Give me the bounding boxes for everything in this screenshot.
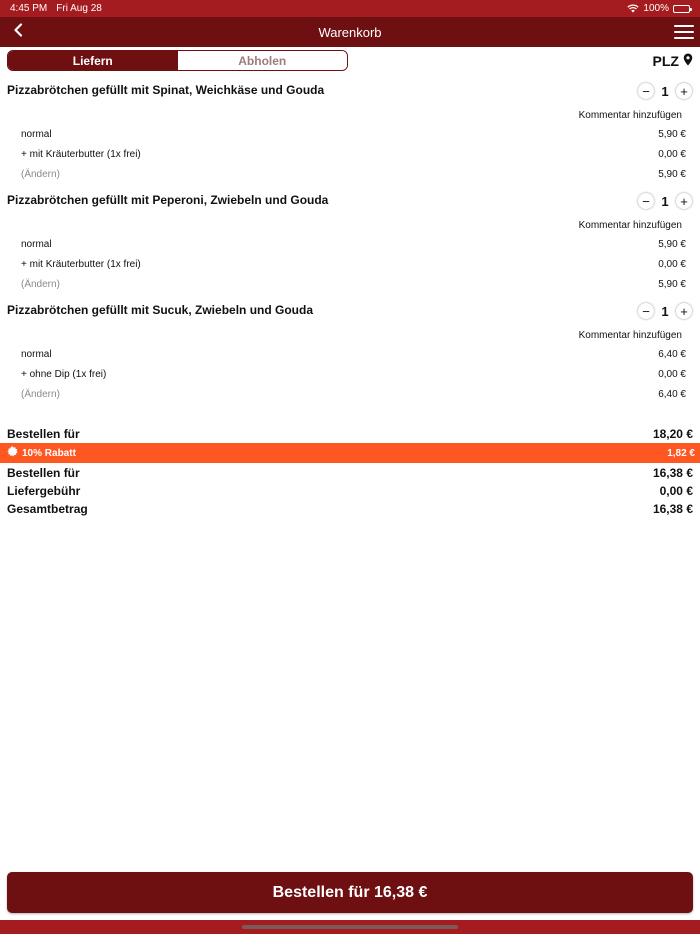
delivery-fee-label: Liefergebühr (7, 484, 81, 498)
subtotal-value: 18,20 € (652, 427, 693, 441)
quantity-stepper (638, 193, 692, 209)
item-line (21, 279, 686, 293)
minus-icon: − (642, 193, 650, 209)
item-line (21, 169, 686, 183)
line-price: 0,00 € (658, 369, 686, 380)
cart-item (0, 193, 700, 303)
item-title: Pizzabrötchen gefüllt mit Spinat, Weichkäse und Gouda (7, 83, 325, 97)
line-label: + mit Kräuterbutter (1x frei) (21, 149, 141, 160)
minus-icon: − (642, 83, 650, 99)
quantity-value: 1 (661, 303, 669, 319)
add-comment-button[interactable]: Kommentar hinzufügen (578, 110, 682, 121)
delivery-mode-toggle (7, 50, 348, 71)
add-comment-button[interactable]: Kommentar hinzufügen (578, 220, 682, 231)
delivery-fee-row (7, 484, 693, 498)
status-time: 4:45 PM (10, 3, 48, 14)
quantity-stepper (638, 303, 692, 319)
plz-button[interactable] (653, 53, 693, 69)
item-title: Pizzabrötchen gefüllt mit Peperoni, Zwiebeln und Gouda (7, 193, 329, 207)
subtotal-row (7, 427, 693, 441)
increase-button[interactable] (676, 303, 692, 319)
quantity-value: 1 (661, 83, 669, 99)
delivery-fee-value: 0,00 € (659, 484, 693, 498)
decrease-button[interactable] (638, 303, 654, 319)
increase-button[interactable] (676, 83, 692, 99)
discount-value: 1,82 € (667, 447, 695, 459)
decrease-button[interactable] (638, 83, 654, 99)
decrease-button[interactable] (638, 193, 654, 209)
discount-row (0, 443, 700, 463)
status-date: Fri Aug 28 (56, 3, 102, 14)
tab-deliver[interactable]: Liefern (8, 51, 178, 70)
order-button[interactable]: Bestellen für 16,38 € (7, 872, 693, 913)
badge-icon (7, 446, 18, 460)
wifi-icon (627, 4, 639, 13)
after-discount-label: Bestellen für (7, 466, 80, 480)
total-label: Gesamtbetrag (7, 502, 88, 516)
status-bar (0, 0, 700, 17)
item-line (21, 389, 686, 403)
minus-icon: − (642, 303, 650, 319)
line-price: 0,00 € (658, 259, 686, 270)
mode-row (7, 50, 693, 71)
add-comment-button[interactable]: Kommentar hinzufügen (578, 330, 682, 341)
line-label: + ohne Dip (1x frei) (21, 369, 107, 380)
tab-pickup[interactable]: Abholen (178, 51, 348, 70)
item-line (21, 259, 686, 273)
line-price: 5,90 € (658, 279, 686, 290)
line-label: + mit Kräuterbutter (1x frei) (21, 259, 141, 270)
item-title: Pizzabrötchen gefüllt mit Sucuk, Zwiebeln und Gouda (7, 303, 314, 317)
quantity-value: 1 (661, 193, 669, 209)
battery-icon (673, 5, 690, 13)
line-price: 0,00 € (658, 149, 686, 160)
battery-percent: 100% (643, 3, 669, 14)
cart-item (0, 303, 700, 413)
line-price: 5,90 € (658, 239, 686, 250)
after-discount-value: 16,38 € (652, 466, 693, 480)
after-discount-row (7, 466, 693, 480)
line-label: normal (21, 239, 52, 250)
line-label: normal (21, 129, 52, 140)
nav-bar (0, 17, 700, 47)
plz-label: PLZ (652, 52, 679, 69)
discount-left (7, 446, 76, 460)
plus-icon: + (680, 303, 688, 319)
item-line (21, 369, 686, 383)
total-row (7, 502, 693, 516)
location-pin-icon (683, 53, 693, 69)
status-right (627, 3, 690, 14)
cart-item (0, 83, 700, 193)
page-title: Warenkorb (318, 24, 382, 40)
item-line (21, 349, 686, 363)
line-price: 5,90 € (658, 129, 686, 140)
plus-icon: + (680, 83, 688, 99)
subtotal-label: Bestellen für (7, 427, 80, 441)
menu-icon (674, 25, 694, 27)
item-line (21, 129, 686, 143)
line-price: 6,40 € (658, 349, 686, 360)
menu-button[interactable] (674, 23, 694, 41)
edit-link[interactable]: (Ändern) (21, 389, 60, 400)
line-price: 6,40 € (658, 389, 686, 400)
line-label: normal (21, 349, 52, 360)
back-icon (13, 23, 23, 42)
plus-icon: + (680, 193, 688, 209)
home-indicator (242, 925, 458, 929)
item-line (21, 149, 686, 163)
item-line (21, 239, 686, 253)
back-button[interactable] (8, 22, 28, 42)
total-value: 16,38 € (652, 502, 693, 516)
discount-label: 10% Rabatt (22, 447, 76, 459)
line-price: 5,90 € (658, 169, 686, 180)
edit-link[interactable]: (Ändern) (21, 279, 60, 290)
quantity-stepper (638, 83, 692, 99)
edit-link[interactable]: (Ändern) (21, 169, 60, 180)
increase-button[interactable] (676, 193, 692, 209)
